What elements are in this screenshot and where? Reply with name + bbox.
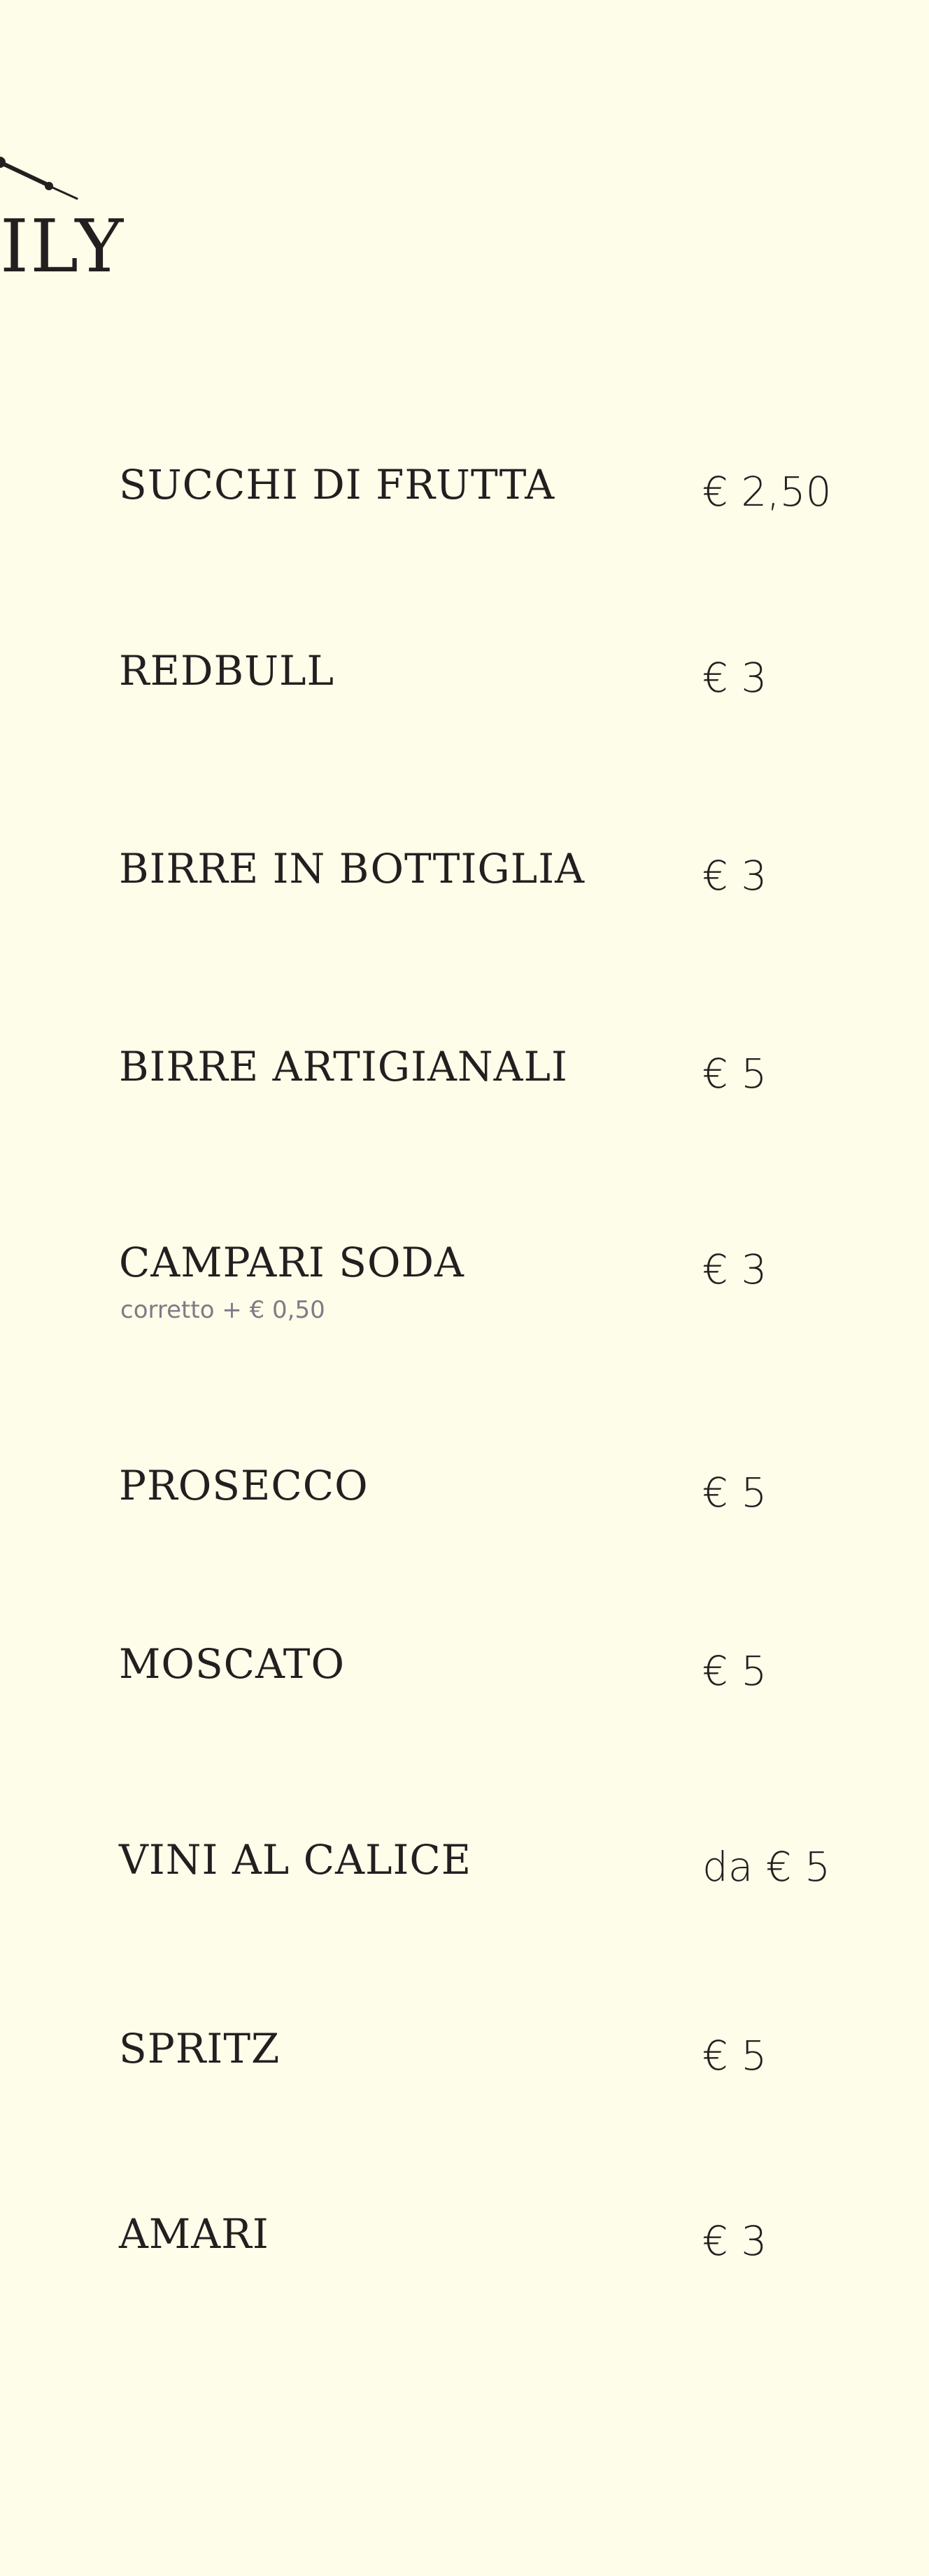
menu-item-price: € 5 [702,2032,767,2079]
menu-item-name: SPRITZ [119,2025,281,2072]
brand-logo-text: ILY [0,204,125,289]
menu-item-name: BIRRE ARTIGIANALI [119,1043,568,1090]
menu-item-name: CAMPARI SODA [119,1239,464,1286]
menu-item-note: corretto + € 0,50 [120,1296,325,1324]
menu-item-price: € 5 [702,1469,767,1516]
clock-icon [0,147,84,203]
menu-item-name: REDBULL [119,647,335,695]
menu-item-name: VINI AL CALICE [119,1836,472,1884]
menu-item-name: BIRRE IN BOTTIGLIA [119,845,585,892]
menu-item-name: AMARI [119,2210,269,2258]
menu-item-name: PROSECCO [119,1462,369,1509]
menu-item-price: € 5 [702,1647,767,1695]
menu-item-price: € 3 [702,1246,767,1293]
menu-item-name: MOSCATO [119,1640,345,1688]
menu-item-name: SUCCHI DI FRUTTA [119,461,555,508]
menu-item-price: € 3 [702,654,767,702]
menu-item-price: € 5 [702,1050,767,1097]
menu-item-price: € 2,50 [702,468,832,515]
menu-item-price: € 3 [702,2217,767,2265]
menu-item-price: da € 5 [702,1843,831,1891]
menu-item-price: € 3 [702,852,767,899]
